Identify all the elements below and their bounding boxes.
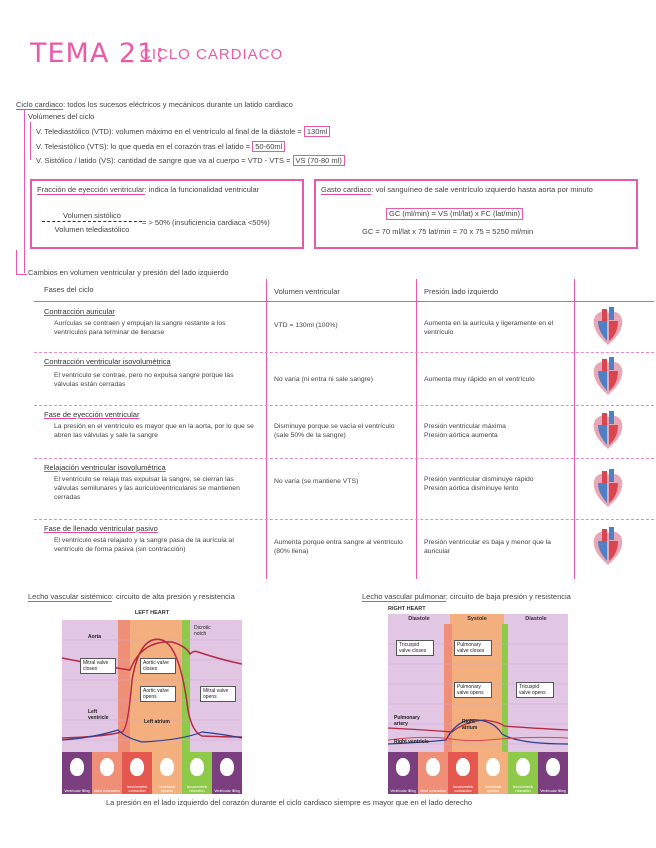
intro-term: Ciclo cardiaco [16,100,64,109]
row-divider [34,458,654,459]
row-pressure: Presión ventricular máxima Presión aórtica aumenta [424,423,506,439]
label-pulmonary-valve-opens: Pulmonary valve opens [454,682,492,698]
heart-phase-icon [426,758,440,776]
heart-phase-icon [516,758,530,776]
heart-phase-icon [190,758,204,776]
heart-isovolumetric-contraction-icon [590,357,626,397]
phase-tile: Ventricular filling [388,752,418,794]
heart-atrial-contraction-icon [590,307,626,347]
output-term: Gasto cardiaco [321,185,372,194]
phase-tile: Isovolumetric relaxation [508,752,538,794]
cycle-phase-header [388,614,568,624]
vtd-text: V. Telediastólico (VTD): volumen máximo en el ventrículo al final de la diástole = [36,127,302,136]
heart-phase-icon [456,758,470,776]
label-mitral-valve-opens: Mitral valve opens [200,686,236,702]
table-row [34,305,654,351]
heart-phase-icon [100,758,114,776]
label-dicrotic-notch: Dicrotic notch [194,625,211,637]
table-row [34,522,654,577]
ejection-denominator: Volumen telediastólico [54,225,130,234]
label-pulmonary-artery: Pulmonary artery [394,715,420,727]
intro-definition [16,100,293,110]
volumes-heading: Volúmenes del ciclo [28,112,95,121]
vs-text: V. Sistólico / latido (VS): cantidad de sangre que va al cuerpo = VTD - VTS = [36,156,291,165]
label-aorta: Aorta [88,634,102,640]
row-phase: Fase de eyección ventricular [44,410,140,419]
pulmonary-term: Lecho vascular pulmonar [362,592,446,601]
cardiac-output-box [314,179,638,249]
heart-phase-icon [220,758,234,776]
label-tricuspid-valve-opens: Tricuspid valve opens [516,682,554,698]
ejection-term: Fracción de eyección ventricular [37,185,145,194]
phase-diastole-label: Diastole [504,614,568,624]
label-aortic-valve-opens: Aortic valve opens [140,686,176,702]
phase-tile: Isovolumetric relaxation [182,752,212,794]
col-header-volume: Volumen ventricular [274,287,340,296]
output-formula: GC (ml/min) = VS (ml/lat) x FC (lat/min) [386,208,523,220]
label-aortic-valve-closes: Aortic valve closes [140,658,176,674]
table-connector [16,250,27,275]
phase-tile: Ventricular filling [212,752,242,794]
row-desc: El ventrículo está relajado y la sangre pasa de la aurícula al ventrículo de forma pasiva (sin contracción) [54,537,234,553]
systemic-diagram [62,606,242,794]
row-desc: El ventrículo se relaja tras expulsar la sangre, se cierran las válvulas semilunares y las auriculoventriculares se mantienen cerradas [54,476,240,501]
heart-phase-icon [546,758,560,776]
output-desc: : vol sanguíneo de sale ventrículo izquierdo hasta aorta por minuto [371,185,593,194]
pulmonary-phase-strip [388,752,568,794]
col-header-phase: Fases del ciclo [44,285,94,294]
label-left-ventricle: Left ventricle [88,709,109,721]
vs-line [36,156,345,166]
phase-tile: Atrial contraction [92,752,122,794]
phase-diastole-label: Diastole [388,614,450,624]
heart-passive-filling-icon [590,527,626,567]
row-desc: La presión en el ventrículo es mayor que en la aorta, por lo que se abren las válvulas y sale la sangre [54,423,254,439]
row-volume: No varía (ni entra ni sale sangre) [274,376,373,383]
label-right-atrium: Right atrium [462,719,478,731]
label-pulmonary-valve-closes: Pulmonary valve closes [454,640,492,656]
table-heading: Cambios en volumen ventricular y presión del lado izquierdo [28,268,229,277]
row-phase: Fase de llenado ventricular pasivo [44,524,158,533]
phase-tile: Ventricular ejection [478,752,508,794]
systemic-term: Lecho vascular sistémico [28,592,112,601]
phases-table [34,279,654,579]
row-phase: Contracción ventricular isovolumétrica [44,357,171,366]
vts-text: V. Telesistólico (VTS): lo que queda en el corazón tras el latido = [36,142,251,151]
row-divider [34,519,654,520]
vts-value: 50-60ml [252,141,285,152]
vtd-line [36,127,330,137]
systemic-caption [28,592,235,602]
heart-phase-icon [130,758,144,776]
footer-note: La presión en el lado izquierdo del corazón durante el ciclo cardiaco siempre es mayor que en el lado derecho [106,798,473,807]
phase-tile: Atrial contraction [418,752,448,794]
row-desc: El ventrículo se contrae, pero no expulsa sangre porque las válvulas están cerradas [54,372,234,388]
page-subtitle: CICLO CARDIACO [140,46,284,63]
phase-tile: Ventricular filling [62,752,92,794]
row-pressure: Presión ventricular disminuye rápido Presión aórtica disminuye lento [424,476,534,492]
ejection-numerator: Volumen sistólico [42,211,142,222]
pulmonary-desc: : circuito de baja presión y resistencia [445,592,571,601]
row-volume: No varía (se mantiene VTS) [274,478,359,485]
vs-value: VS (70-80 ml) [293,155,345,166]
right-heart-title: RIGHT HEART [388,606,426,612]
vts-line [36,142,285,152]
row-pressure: Aumenta muy rápido en el ventrículo [424,376,535,383]
header-divider [34,301,654,302]
heart-phase-icon [396,758,410,776]
pulmonary-caption [362,592,571,602]
pulmonary-diagram [388,604,568,794]
label-tricuspid-valve-closes: Tricuspid valve closes [396,640,434,656]
phase-systole-label: Systole [450,614,504,624]
row-pressure: Presión ventricular es baja y menor que la auricular [424,539,551,555]
tree-line [24,110,26,273]
heart-phase-icon [486,758,500,776]
phase-tile: Ventricular filling [538,752,568,794]
heart-phase-icon [70,758,84,776]
row-divider [34,405,654,406]
tree-subline [30,122,32,160]
table-row [34,355,654,403]
row-phase: Relajación ventricular isovolumétrica [44,463,166,472]
left-heart-title: LEFT HEART [134,610,170,616]
table-row [34,461,654,517]
output-example: GC = 70 ml/lat x 75 lat/min = 70 x 75 = 5250 ml/min [362,227,534,236]
table-row [34,408,654,456]
row-desc: Aurículas se contraen y empujan la sangre restante a los ventrículos para terminar de llenarse [54,320,226,336]
heart-phase-icon [160,758,174,776]
label-right-ventricle: Right ventricle [394,739,429,745]
heart-isovolumetric-relaxation-icon [590,469,626,509]
phase-tile: Isovolumetric contraction [448,752,478,794]
row-volume: Aumenta porque entra sangre al ventrículo (80% llena) [274,539,403,555]
col-header-pressure: Presión lado izquierdo [424,287,499,296]
phase-tile: Ventricular ejection [152,752,182,794]
row-pressure: Aumenta en la aurícula y ligeramente en el ventrículo [424,320,554,336]
heart-ejection-icon [590,411,626,451]
row-volume: Disminuye porque se vacía el ventrículo (sale 50% de la sangre) [274,423,395,439]
vtd-value: 130ml [304,126,330,137]
label-mitral-valve-closes: Mitral valve closes [80,658,116,674]
label-left-atrium: Left atrium [144,719,170,725]
ejection-fraction-box [30,179,304,249]
row-divider [34,352,654,353]
intro-definition-text: : todos los sucesos eléctricos y mecánicos durante un latido cardiaco [63,100,293,109]
ejection-desc: : indica la funcionalidad ventricular [144,185,260,194]
systemic-desc: : circuito de alta presión y resistencia [111,592,235,601]
row-phase: Contracción auricular [44,307,115,316]
row-volume: VTD = 130ml (100%) [274,322,338,329]
ejection-result: = > 50% (insuficiencia cardiaca <50%) [142,218,270,227]
page-title: TEMA 21: [30,38,166,69]
systemic-phase-strip [62,752,242,794]
phase-tile: Isovolumetric contraction [122,752,152,794]
